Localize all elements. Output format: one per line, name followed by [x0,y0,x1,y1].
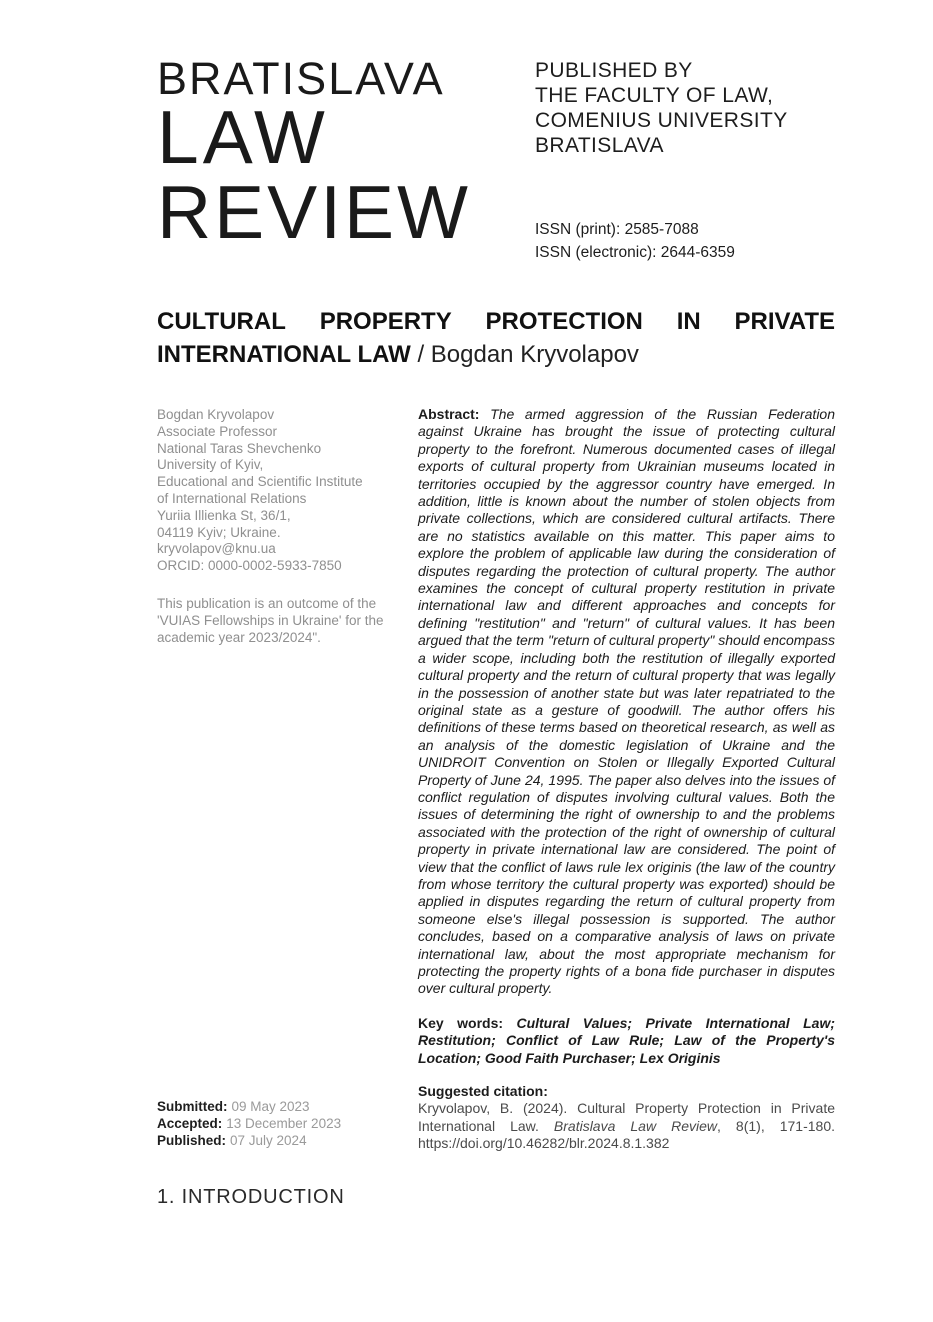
submission-dates [157,1098,341,1150]
keywords-label: Key words: [418,1014,504,1031]
title-author-name: / Bogdan Kryvolapov [417,341,639,368]
journal-logo-line-1: BRATISLAVA [157,53,445,104]
author-address-line: Yuriia Illienka St, 36/1, [157,507,291,523]
accepted-label: Accepted: [157,1116,223,1132]
title-word: PRIVATE [734,308,835,335]
citation-part1: Kryvolapov, B. (2024). Cultural Property Protection in Private International Law. [418,1100,835,1134]
article-title-line-2 [157,339,835,370]
author-affiliation-line: National Taras Shevchenko [157,440,322,456]
author-email[interactable]: kryvolapov@knu.ua [157,541,276,557]
keywords-text: Cultural Values; Private International Law; Restitution; Conflict of Law Rule; Law of the Property's Location; Good Faith Purchaser; Lex Originis [418,1014,835,1066]
accepted-date: 13 December 2023 [226,1116,342,1132]
publisher-line-1: PUBLISHED BY [535,59,693,82]
author-name: Bogdan Kryvolapov [157,407,275,422]
publisher-line-3: COMENIUS UNIVERSITY [535,109,788,132]
submitted-label: Submitted: [157,1099,228,1114]
title-word: PROTECTION [485,308,643,335]
author-affiliation-line: University of Kyiv, [157,457,264,473]
issn-electronic: ISSN (electronic): 2644-6359 [535,244,735,261]
title-word: IN [676,308,701,335]
published-row [157,1132,341,1149]
author-affiliation-line: of International Relations [157,490,307,506]
issn-print: ISSN (print): 2585-7088 [535,221,699,238]
accepted-row [157,1115,341,1132]
journal-logo-line-2: LAW [157,95,329,179]
title-word: CULTURAL [157,308,286,335]
citation-text [418,1100,835,1152]
keywords-paragraph [418,1015,835,1067]
journal-logo-line-3: REVIEW [157,170,471,254]
issn-block [535,218,735,264]
abstract-column [418,406,835,1153]
published-date: 07 July 2024 [230,1133,307,1149]
author-orcid: ORCID: 0000-0002-5933-7850 [157,558,342,574]
citation-part2: , 8(1), 171-180. [717,1117,835,1134]
article-title-line-1 [157,306,835,337]
section-heading-introduction: 1. INTRODUCTION [157,1186,345,1208]
abstract-text: The armed aggression of the Russian Federation against Ukraine has brought the issue of protecting cultural property to the forefront. Numerous documented cases of illegal exports of cultural property from Ukrainian museums located in territories occupied by the aggressor country have emerged. In addition, little is known about the number of stolen objects from private collections, which are considered cultural artifacts. There are no statistics available on this matter. This paper aims to explore the problem of applicable law during the consideration of disputes regarding the protection of cultural property. The author examines the concept of cultural property restitution in private international law and different approaches and concepts for defining "restitution" and "return" of cultural values. It has been argued that the term "return of cultural property" should encompass a wider scope, including both the restitution of illegally exported cultural property and the return of cultural property that was legally in the possession of another state but was later repatriated to the original state as a gesture of goodwill. The author offers his definitions of these terms based on theoretical research, as well as an analysis of the domestic legislation of Ukraine and the UNIDROIT Convention on Stolen or Illegally Exported Cultural Property of June 24, 1995. The paper also delves into the issues of conflict regulation of disputes involving cultural values. Both the issues of determining the right of ownership to and the problems associated with the protection of the right of ownership of cultural property in private international law are considered. The point of view that the conflict of laws rule lex originis (the law of the country from whose territory the cultural property was exported) should be applied in disputes regarding the return of cultural property from someone else's illegal possession is supported. The author concludes, based on a comparative analysis of laws on private international law, about the most appropriate mechanism for protecting the property rights of a bona fide purchaser in disputes over cultural property. [418,406,835,997]
author-address-line: 04119 Kyiv; Ukraine. [157,524,281,540]
author-sidebar [157,407,407,646]
author-affiliation-line: Educational and Scientific Institute [157,474,363,490]
title-word: PROPERTY [319,308,452,335]
article-title-continuation: INTERNATIONAL LAW [157,341,411,368]
article-title [157,306,835,370]
abstract-label: Abstract: [418,406,480,422]
submitted-date: 09 May 2023 [231,1099,310,1114]
publisher-line-4: BRATISLAVA [535,134,664,157]
doi-link[interactable]: https://doi.org/10.46282/blr.2024.8.1.382 [418,1135,670,1152]
publisher-info [535,58,788,158]
funding-note: This publication is an outcome of the 'VUIAS Fellowships in Ukraine' for the academic year 2023/2024". [157,595,384,645]
author-position: Associate Professor [157,423,278,439]
published-label: Published: [157,1133,227,1149]
submitted-row [157,1098,341,1115]
abstract-paragraph [418,406,835,998]
citation-journal-name: Bratislava Law Review [553,1117,718,1134]
publisher-line-2: THE FACULTY OF LAW, [535,84,774,107]
citation-heading: Suggested citation: [418,1083,548,1100]
